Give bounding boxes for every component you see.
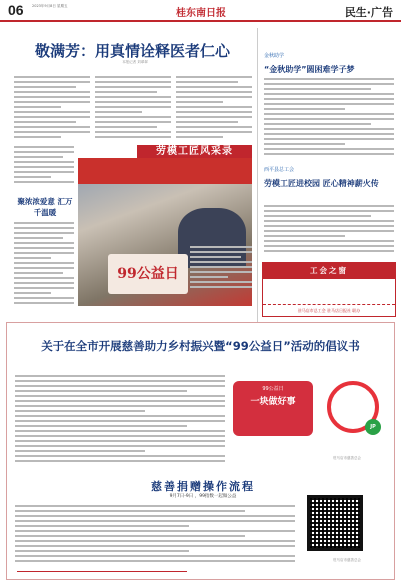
card-slogan: 一块做好事 [250,397,296,407]
ad-red-rule [17,571,187,572]
logo-badge: JP [365,419,381,435]
issue-date: 2023年9月8日 星期五 [32,4,68,8]
main-article-body-col3 [176,76,252,141]
ad-body-text [15,375,225,467]
card-label: 99公益日 [262,386,284,392]
side-article-body [14,222,74,312]
right-article-2-body [264,205,394,257]
union-window-box [262,262,396,317]
qr-caption: 驻马店市慈善总会 [333,558,361,562]
main-article-body-col2 [95,76,171,141]
main-headline: 敬满芳：用真情诠释医者仁心 [34,42,230,60]
section-title: 民生·广告 [344,6,393,19]
column-divider [257,28,258,323]
photo-sign: 99公益日 [108,254,188,294]
main-byline: 本报记者 刘翠翠 [122,60,148,64]
column-banner: 劳模工匠风采录 [137,145,252,159]
side-article-upper-text [14,146,74,186]
donation-steps [15,505,295,565]
photo-red-banner [78,158,252,184]
99-charity-day-card [233,381,313,436]
donation-qr-code[interactable] [307,495,363,551]
page-number: 06 [8,2,24,18]
union-window-footer: 驻马店市总工会 驻马店日报社 联办 [263,304,395,316]
charity-heart-logo-icon [327,381,379,433]
main-article-body-col1 [14,76,90,141]
union-window-title: 工会之窗 [263,263,395,279]
donation-process-title: 慈善捐赠操作流程 [151,480,255,493]
right-kicker-1: 金秋助学 [264,53,285,59]
ad-headline: 关于在全市开展慈善助力乡村振兴暨“99公益日”活动的倡议书 [41,339,360,353]
photo-caption-right [190,246,252,306]
page-header [0,0,401,22]
right-headline-1: “金秋助学”圆困难学子梦 [264,65,355,74]
side-article-title: 聚浓浓爱意 汇万千温暖 [17,197,73,217]
logo-caption: 驻马店市慈善总会 [333,456,361,460]
charity-ad [6,322,395,580]
donation-date-line: 9月7日-9日 ，99指数一起做公益 [169,494,237,499]
right-kicker-2: 西平县总工会 [264,167,295,173]
newspaper-logo: 桂东南日报 [176,8,226,19]
right-article-1-body [264,78,394,160]
right-headline-2: 劳模工匠进校园 匠心精神薪火传 [264,179,379,188]
